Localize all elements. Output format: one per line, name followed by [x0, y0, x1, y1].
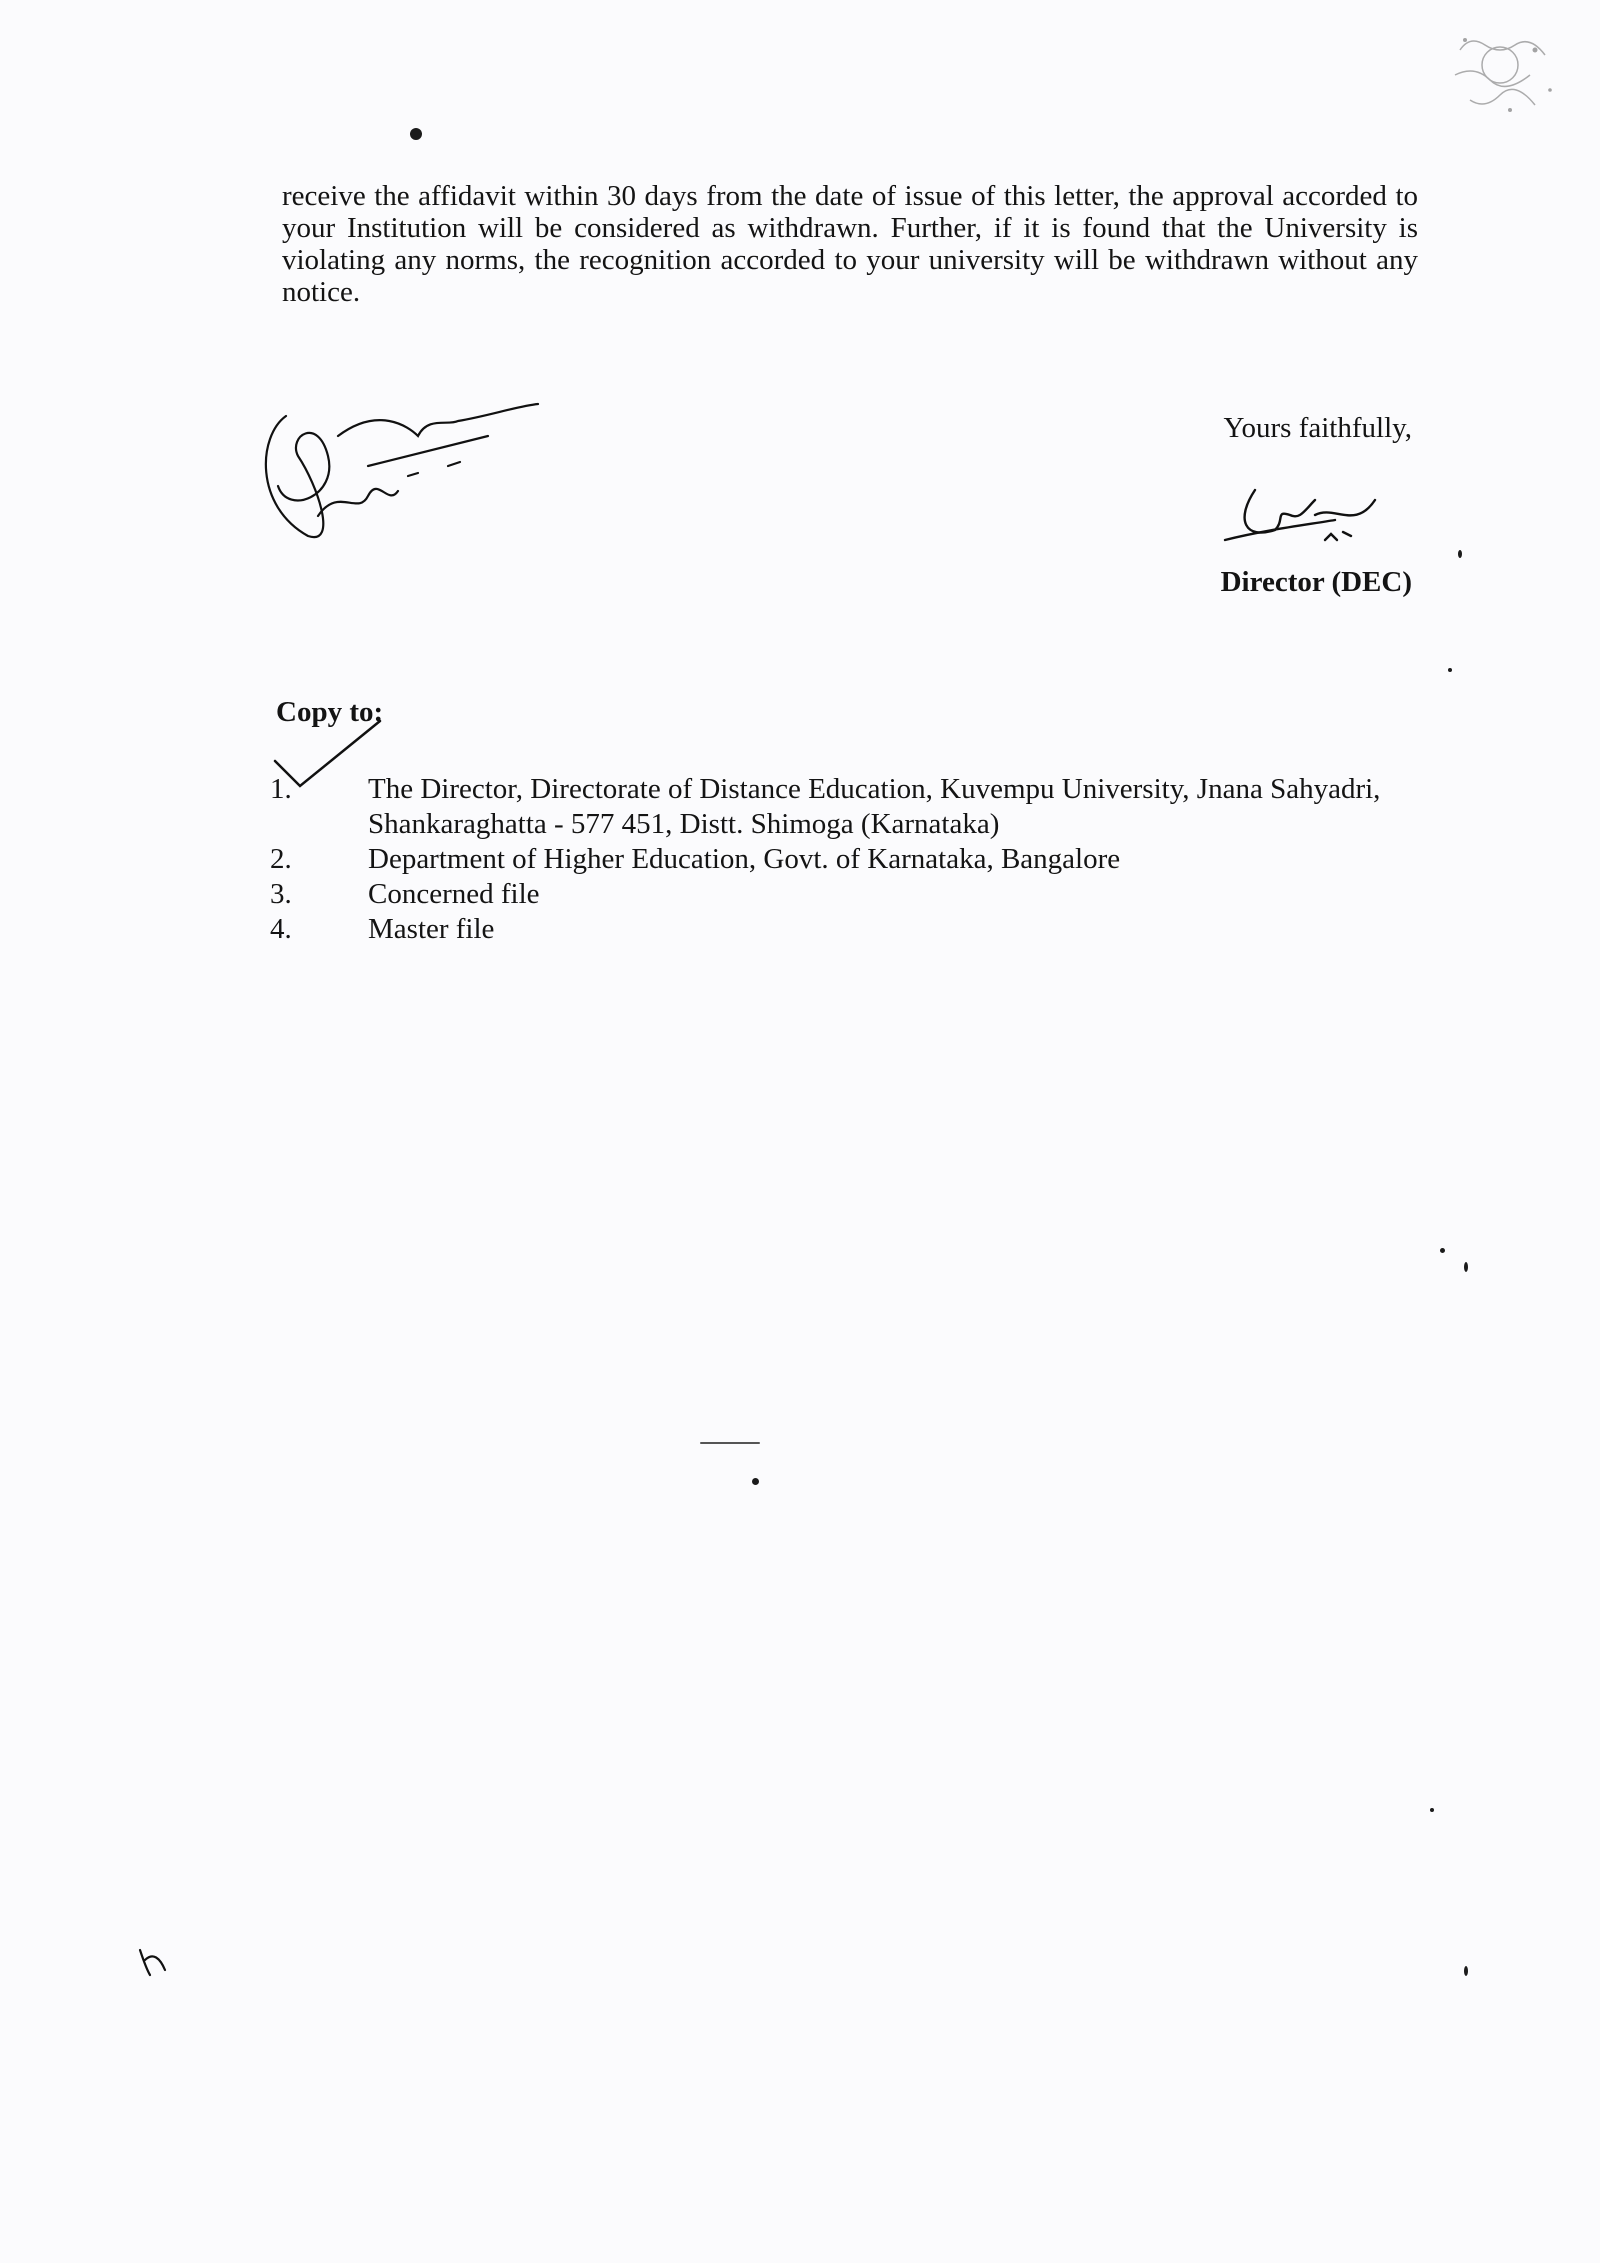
- copy-to-item-text: Department of Higher Education, Govt. of Karnataka, Bangalore: [368, 843, 1121, 875]
- scan-speck: [1440, 1248, 1445, 1253]
- director-signature: [1215, 470, 1395, 570]
- margin-mark: [135, 1940, 175, 1980]
- copy-to-item: [270, 912, 1410, 947]
- scan-speck: [1464, 1966, 1468, 1976]
- copy-to-item-text: The Director, Directorate of Distance Education, Kuvempu University, Jnana Sahyadri, Shankaraghatta - 577 451, Distt. Shimoga (Karnataka): [368, 773, 1381, 840]
- ink-speck: [410, 128, 422, 140]
- scan-speck: [1458, 550, 1462, 558]
- signatory-designation: Director (DEC): [1220, 566, 1412, 598]
- copy-to-item: [270, 842, 1410, 877]
- copy-to-item: [270, 772, 1410, 842]
- copy-to-item-number: 1.: [270, 773, 292, 805]
- stamp-mark: [1440, 20, 1570, 135]
- left-signature: [248, 396, 548, 546]
- copy-to-item-number: 2.: [270, 843, 292, 875]
- scan-speck: [1430, 1808, 1434, 1812]
- letter-body-paragraph: receive the affidavit within 30 days from the date of issue of this letter, the approval accorded to your Institution will be considered as withdrawn. Further, if it is found that the University is violating any norms, the recognition accorded to your university will be withdrawn without any notice.: [282, 180, 1418, 308]
- copy-to-heading: Copy to:: [276, 696, 384, 728]
- copy-to-item-number: 3.: [270, 878, 292, 910]
- closing-salutation: Yours faithfully,: [1223, 412, 1412, 444]
- scan-speck: [700, 1442, 760, 1444]
- scan-speck: [752, 1478, 759, 1485]
- copy-to-item: [270, 877, 1410, 912]
- copy-to-list: [270, 772, 1410, 947]
- scan-speck: [1464, 1262, 1468, 1272]
- scan-speck: [1448, 668, 1452, 672]
- copy-to-item-number: 4.: [270, 913, 292, 945]
- copy-to-item-text: Concerned file: [368, 878, 540, 910]
- copy-to-item-text: Master file: [368, 913, 495, 945]
